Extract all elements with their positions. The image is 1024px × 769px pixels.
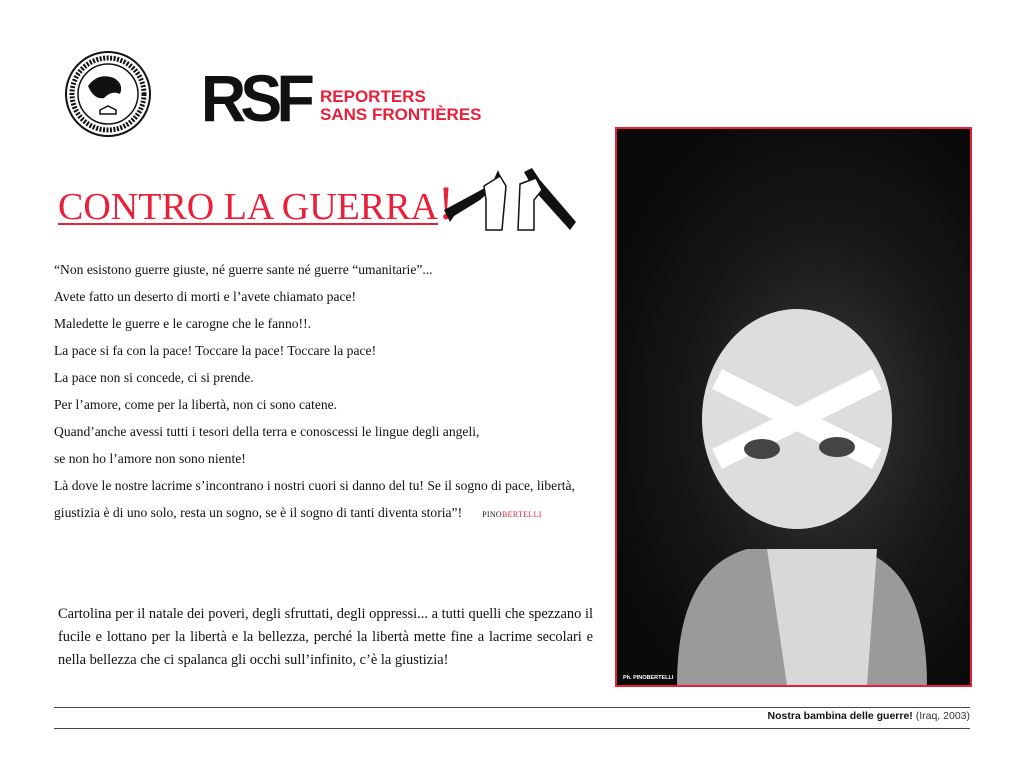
quote-line: se non ho l’amore non sono niente! (54, 451, 246, 466)
quote-line: Quand’anche avessi tutti i tesori della terra e conoscessi le lingue degli angeli, (54, 424, 480, 439)
signature-last: BERTELLI (502, 510, 542, 519)
quote-line: La pace si fa con la pace! Toccare la pace! Toccare la pace! (54, 343, 377, 358)
quote-line: Per l’amore, come per la libertà, non ci sono catene. (54, 397, 338, 412)
photo-credit: Ph. PINOBERTELLI (623, 675, 674, 681)
caption-subtitle: (Iraq, 2003) (915, 710, 970, 722)
quote-block (54, 256, 614, 528)
broken-rifle-icon (440, 166, 580, 234)
title-text: CONTRO LA GUERRA (58, 186, 439, 228)
divider-bottom (54, 728, 970, 729)
photo-bandaged-child (615, 127, 972, 687)
page-title (58, 176, 454, 231)
iwa-seal-logo (64, 50, 152, 138)
caption-title: Nostra bambina delle guerre! (767, 710, 913, 722)
quote-line: giustizia è di uno solo, resta un sogno, se è il sogno di tanti diventa storia”! (54, 505, 463, 520)
signature-first: PINO (482, 510, 502, 519)
quote-line: Maledette le guerre e le carogne che le fanno!!. (54, 316, 312, 331)
photo-caption (768, 710, 971, 722)
rsf-name-line1: REPORTERS (320, 87, 426, 106)
rsf-name-line2: SANS FRONTIÈRES (320, 105, 482, 124)
quote-line: Avete fatto un deserto di morti e l’avete chiamato pace! (54, 289, 357, 304)
quote-line-last (54, 499, 614, 528)
rsf-name (320, 88, 482, 124)
rsf-logo (198, 61, 482, 135)
quote-line: La pace non si concede, ci si prende. (54, 370, 254, 385)
author-signature (482, 510, 542, 519)
quote-line: “Non esistono guerre giuste, né guerre sante né guerre “umanitarie”... (54, 262, 433, 277)
title-exclamation: ! (438, 177, 455, 230)
divider-top (54, 707, 970, 708)
rsf-mark: RSF (200, 61, 310, 135)
quote-line: Là dove le nostre lacrime s’incontrano i nostri cuori si danno del tu! Se il sogno di pace, libertà, (54, 478, 575, 493)
photo-image (617, 129, 970, 685)
card-text: Cartolina per il natale dei poveri, degli sfruttati, degli oppressi... a tutti quelli che spezzano il fucile e lottano per la libertà e la bellezza, perché la libertà mette fine a lacrime secolari e nella bellezza che ci spalanca gli occhi sull’infinito, c’è la giustizia! (58, 606, 593, 668)
